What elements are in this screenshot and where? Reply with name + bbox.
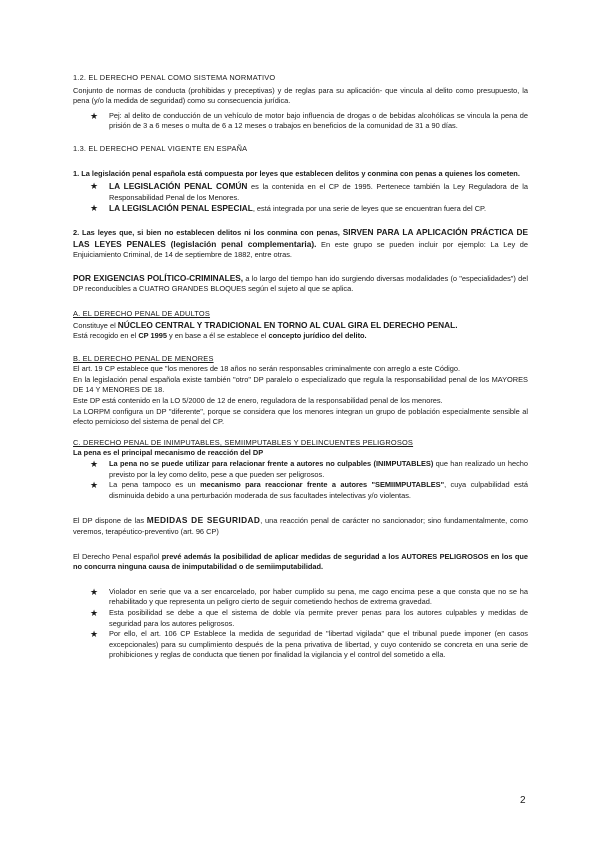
paragraph-four-blocks: POR EXIGENCIAS POLÍTICO-CRIMINALES, a lo largo del tiempo han ido surgiendo diversas modalidades (o "especialidades") del DP reconducibles a CUATRO GRANDES BLOQUES según el sujeto al que se aplica. <box>73 272 529 294</box>
minors-line-3: Este DP está contenido en la LO 5/2000 de 12 de enero, reguladora de la responsabilidad penal de los menores. <box>73 396 443 406</box>
heading-minors-law: B. EL DERECHO PENAL DE MENORES <box>73 353 214 363</box>
list-item: ★ Esta posibilidad se debe a que el sistema de doble vía permite prever penas para los autores culpables y medidas de seguridad para los autores peligrosos. <box>90 607 528 628</box>
list-item: ★ Por ello, el art. 106 CP Establece la medida de seguridad de "libertad vigilada" que el tribunal puede imponer (en casos excepcionales) para su cumplimiento después de la pena privativa de libertad, y cuyo contenido se concreta en una serie de prohibiciones y reglas de conducta que tienen por finalidad la vigilancia y el control del sometido a ella. <box>90 629 528 660</box>
heading-inimputables-law: C. DERECHO PENAL DE INIMPUTABLES, SEMIIMPUTABLES Y DELINCUENTES PELIGROSOS <box>73 437 414 447</box>
star-bullet-icon: ★ <box>90 629 99 640</box>
example-list <box>73 111 528 132</box>
star-bullet-icon: ★ <box>90 586 99 597</box>
adults-line-1: Constituye el NÚCLEO CENTRAL Y TRADICIONAL EN TORNO AL CUAL GIRA EL DERECHO PENAL. <box>73 319 458 330</box>
star-bullet-icon: ★ <box>90 110 99 121</box>
penalty-main-mechanism: La pena es el principal mecanismo de reacción del DP <box>73 448 264 458</box>
list-item: ★ Violador en serie que va a ser encarcelado, por haber cumplido su pena, me cago encima pese a que consta que no se ha rehabilitado y que representa un peligro cierto de seguir cometiendo hechos de extrema gravedad. <box>90 586 528 607</box>
star-bullet-icon: ★ <box>90 203 99 214</box>
section-heading-1-3: 1.3. EL DERECHO PENAL VIGENTE EN ESPAÑA <box>73 143 248 153</box>
star-bullet-icon: ★ <box>90 181 99 192</box>
list-item: ★ La pena no se puede utilizar para relacionar frente a autores no culpables (INIMPUTABLES) que han realizado un hecho previsto por la ley como delito, pese a que pueden ser peligrosos. <box>90 459 528 479</box>
heading-adults-law: A. EL DERECHO PENAL DE ADULTOS <box>73 308 211 318</box>
star-bullet-icon: ★ <box>90 607 99 618</box>
star-bullet-icon: ★ <box>90 480 99 491</box>
penalty-limits-list <box>73 459 528 501</box>
paragraph-legislation: 1. La legislación penal española está compuesta por leyes que establecen delitos y conmina con penas a quienes los cometen. <box>73 168 520 178</box>
page-content <box>73 73 528 661</box>
paragraph-security-measures: El DP dispone de las MEDIDAS DE SEGURIDAD, una reacción penal de carácter no sancionador; sino fundamentalmente, como veremos, terapéutico-preventivo (art. 96 CP) <box>73 515 529 536</box>
adults-line-2: Está recogido en el CP 1995 y en base a él se establece el concepto jurídico del delito. <box>73 331 367 341</box>
list-item: ★ LA LEGISLACIÓN PENAL ESPECIAL, está integrada por una serie de leyes que se encuentran fuera del CP. <box>90 203 487 214</box>
page-number: 2 <box>520 795 526 806</box>
section-heading-1-2: 1.2. EL DERECHO PENAL COMO SISTEMA NORMATIVO <box>73 73 276 82</box>
list-item: ★ Pej: al delito de conducción de un vehículo de motor bajo influencia de drogas o de bebidas alcohólicas se vincula la pena de prisión de 3 a 6 meses o multa de 6 a 12 meses o trabajos en beneficios de la comunidad de 31 a 90 días. <box>90 110 528 131</box>
normative-definition: Conjunto de normas de conducta (prohibidas y preceptivas) y de reglas para su aplicación- que vincula al delito como presupuesto, la pena (y/o la medida de seguridad) como su consecuencia jurídica. <box>73 85 528 106</box>
list-item: ★ La pena tampoco es un mecanismo para reaccionar frente a autores "SEMIIMPUTABLES", cuya culpabilidad está disminuida debido a una perturbación moderada de sus facultades intelectivas y/o violentas. <box>90 480 528 500</box>
minors-line-4: La LORPM configura un DP "diferente", porque se considera que los menores integran un grupo de población especialmente sensible al efecto pernicioso del sistema de penal del CP. <box>73 406 528 427</box>
minors-line-2: En la legislación penal española existe también "otro" DP paralelo o especializado que regula la responsabilidad penal de los MAYORES DE 14 Y MENORES DE 18. <box>73 374 528 395</box>
legislation-list <box>73 181 528 215</box>
list-item: ★ LA LEGISLACIÓN PENAL COMÚN es la contenida en el CP de 1995. Pertenece también la Ley Reguladora de la Responsabilidad Penal de los Menores. <box>90 181 528 202</box>
paragraph-dangerous-authors: El Derecho Penal español prevé además la posibilidad de aplicar medidas de seguridad a los AUTORES PELIGROSOS en los que no concurra ninguna causa de inimputabilidad o de semiimputabilidad. <box>73 551 528 572</box>
dangerous-authors-list <box>73 587 528 661</box>
paragraph-complementary-laws: 2. Las leyes que, si bien no establecen delitos ni los conmina con penas, SIRVEN PARA LA APLICACIÓN PRÁCTICA DE LAS LEYES PENALES (legislación penal complementaria). En este grupo se pueden incluir por ejemplo: La Ley de Enjuiciamiento Criminal, de 14 de septiembre de 1882, entre otras. <box>73 226 529 260</box>
star-bullet-icon: ★ <box>90 459 99 470</box>
minors-line-1: El art. 19 CP establece que "los menores de 18 años no serán responsables criminalmente con arreglo a este Código. <box>73 364 461 374</box>
